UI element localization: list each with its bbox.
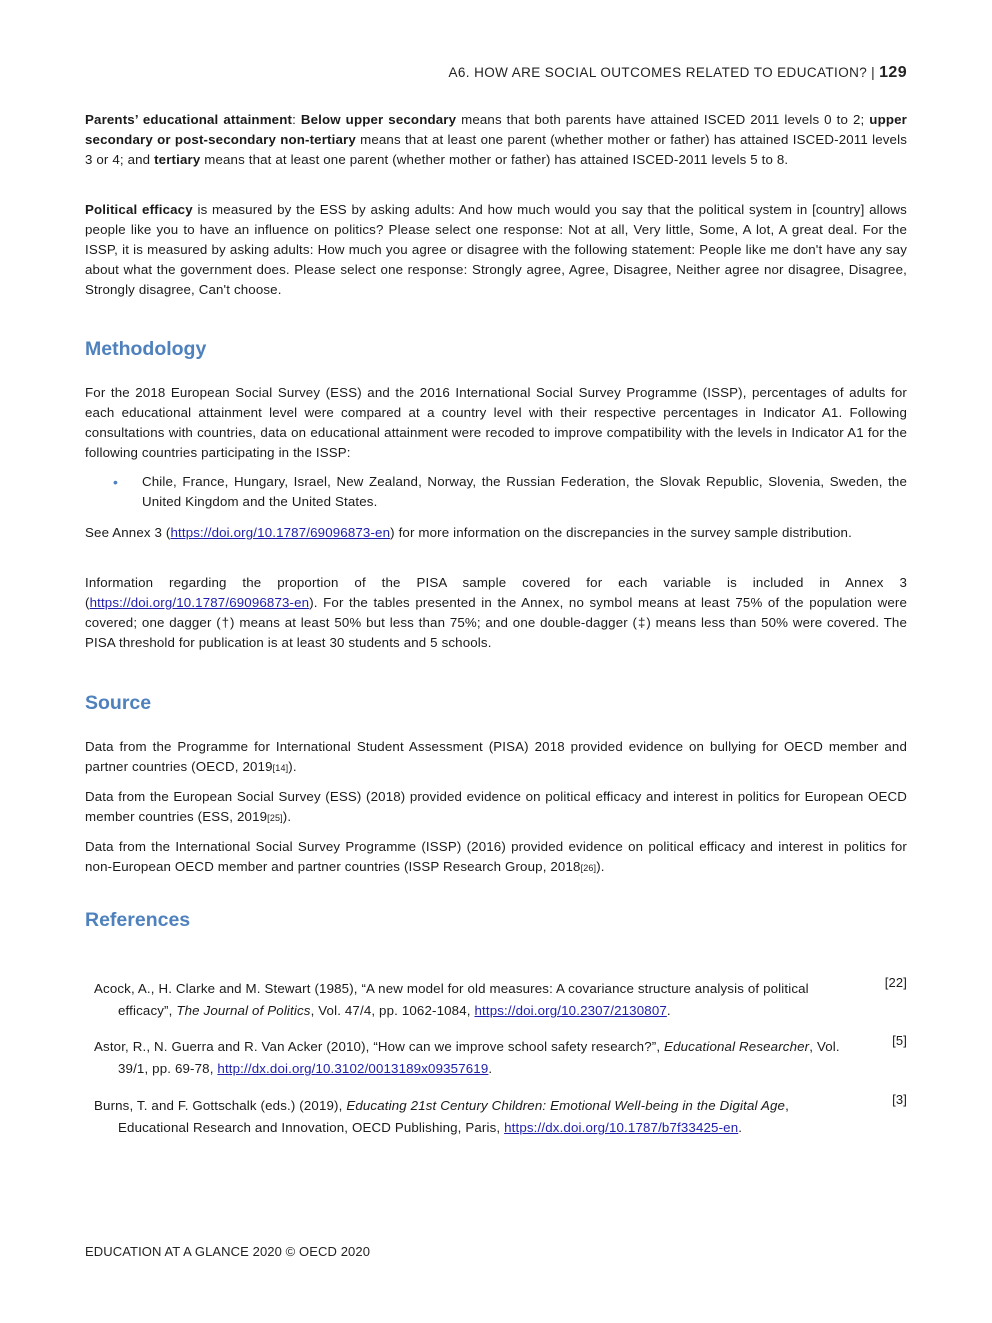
text-fragment: Burns, T. and F. Gottschalk (eds.) (2019),: [94, 1098, 347, 1113]
methodology-paragraph-2: [85, 523, 907, 543]
text-fragment: .: [738, 1120, 743, 1135]
text-fragment: Data from the Programme for International Student Assessment (PISA) 2018 provided evidence on bullying for OECD member and partner countries (OECD, 2019: [85, 739, 907, 774]
methodology-heading: Methodology: [85, 338, 207, 360]
term-parents: Parents’ educational attainment: [85, 112, 293, 127]
text-fragment: , Educational Research and Innovation, OECD Publishing, Paris,: [118, 1098, 789, 1135]
bullet-text: Chile, France, Hungary, Israel, New Zealand, Norway, the Russian Federation, the Slovak Republic, Slovenia, Sweden, the United Kingdom and the United States.: [142, 474, 907, 509]
source-paragraph-1: [85, 737, 907, 778]
annex-3-link[interactable]: https://doi.org/10.1787/69096873-en: [89, 595, 310, 610]
bold-fragment: upper secondary or post-secondary non-tertiary: [85, 112, 907, 147]
reference-item: [94, 1033, 907, 1080]
methodology-paragraph-1: [85, 383, 907, 463]
journal-title: Educational Researcher: [664, 1039, 810, 1054]
text-fragment: ) for more information on the discrepancies in the survey sample distribution.: [390, 525, 852, 540]
reference-link[interactable]: https://doi.org/10.2307/2130807: [474, 1003, 667, 1018]
reference-link[interactable]: https://dx.doi.org/10.1787/b7f33425-en: [504, 1120, 739, 1135]
methodology-bullet: [85, 472, 907, 512]
reference-number: [5]: [892, 1033, 907, 1048]
journal-title: The Journal of Politics: [176, 1003, 311, 1018]
text-fragment: ).: [288, 759, 297, 774]
citation-number: [14]: [272, 763, 289, 773]
text-fragment: ). For the tables presented in the Annex, no symbol means at least 75% of the population were covered; one dagger (†) means at least 50% but less than 75%; and one double-dagger (‡) means less than 50% were covered. The PISA threshold for publication is at least 30 students and 5 schools.: [85, 595, 907, 650]
references-heading: References: [85, 909, 191, 931]
source-paragraph-3: [85, 837, 907, 878]
bold-fragment: Below upper secondary: [300, 112, 457, 127]
text-fragment: ).: [282, 809, 292, 824]
bold-fragment: tertiary: [154, 152, 201, 167]
citation-number: [26]: [580, 863, 597, 873]
text-fragment: , Vol. 47/4, pp. 1062-1084,: [310, 1003, 475, 1018]
reference-item: [94, 975, 907, 1022]
text-fragment: Astor, R., N. Guerra and R. Van Acker (2010), “How can we improve school safety research?”,: [94, 1039, 665, 1054]
paragraph-text: For the 2018 European Social Survey (ESS) and the 2016 International Social Survey Programme (ISSP), percentages of adults for each educational attainment level were compared at a country level with their respective percentages in Indicator A1. Following consultations with countries, data on educational attainment were recoded to improve compatibility with the levels in Indicator A1 for the following countries participating in the ISSP:: [85, 385, 907, 460]
term-political-efficacy: Political efficacy: [85, 202, 193, 217]
page-number: 129: [879, 64, 907, 81]
citation-number: [25]: [267, 813, 283, 823]
header-separator: |: [871, 65, 876, 80]
text-fragment: :: [292, 112, 301, 127]
source-heading: Source: [85, 692, 152, 714]
definition-parents: [85, 110, 907, 170]
text-fragment: means that both parents have attained ISCED 2011 levels 0 to 2;: [456, 112, 870, 127]
text-fragment: Data from the European Social Survey (ESS) (2018) provided evidence on political efficacy and interest in politics for European OECD member countries (ESS, 2019: [85, 789, 907, 824]
annex-3-link[interactable]: https://doi.org/10.1787/69096873-en: [170, 525, 391, 540]
text-fragment: , Vol. 39/1, pp. 69-78,: [118, 1039, 840, 1076]
bullet-icon: •: [113, 474, 118, 490]
text-fragment: Acock, A., H. Clarke and M. Stewart (1985), “A new model for old measures: A covariance structure analysis of political efficacy”,: [94, 981, 809, 1018]
methodology-paragraph-3: [85, 573, 907, 653]
text-fragment: .: [488, 1061, 493, 1076]
journal-title: Educating 21st Century Children: Emotional Well-being in the Digital Age: [346, 1098, 786, 1113]
text-fragment: See Annex 3 (: [85, 525, 171, 540]
page-footer: EDUCATION AT A GLANCE 2020 © OECD 2020: [85, 1244, 371, 1259]
reference-number: [3]: [892, 1092, 907, 1107]
text-fragment: is measured by the ESS by asking adults: And how much would you say that the political system in [country] allows people like you to have an influence on politics? Please select one response: Not at all, Very little, Some, A lot, A great deal. For the ISSP, it is measured by asking adults: How much you agree or disagree with the following statement: People like me don't have any say about what the government does. Please select one response: Strongly agree, Agree, Disagree, Neither agree nor disagree, Disagree, Strongly disagree, Can't choose.: [85, 202, 907, 297]
text-fragment: Data from the International Social Survey Programme (ISSP) (2016) provided evidence on political efficacy and interest in politics for non-European OECD member and partner countries (ISSP Research Group, 2018: [85, 839, 907, 874]
running-header: [448, 64, 907, 82]
reference-number: [22]: [884, 975, 907, 990]
text-fragment: ).: [596, 859, 605, 874]
text-fragment: Information regarding the proportion of the PISA sample covered for each variable is included in Annex 3 (: [85, 575, 907, 610]
reference-item: [94, 1092, 907, 1139]
definition-political-efficacy: [85, 200, 907, 300]
source-paragraph-2: [85, 787, 907, 828]
reference-link[interactable]: http://dx.doi.org/10.3102/0013189x09357619: [217, 1061, 489, 1076]
text-fragment: means that at least one parent (whether mother or father) has attained ISCED-2011 levels 5 to 8.: [200, 152, 789, 167]
text-fragment: means that at least one parent (whether mother or father) has attained ISCED-2011 levels 3 or 4; and: [85, 132, 907, 167]
text-fragment: .: [666, 1003, 671, 1018]
header-title: A6. HOW ARE SOCIAL OUTCOMES RELATED TO EDUCATION?: [448, 65, 868, 80]
